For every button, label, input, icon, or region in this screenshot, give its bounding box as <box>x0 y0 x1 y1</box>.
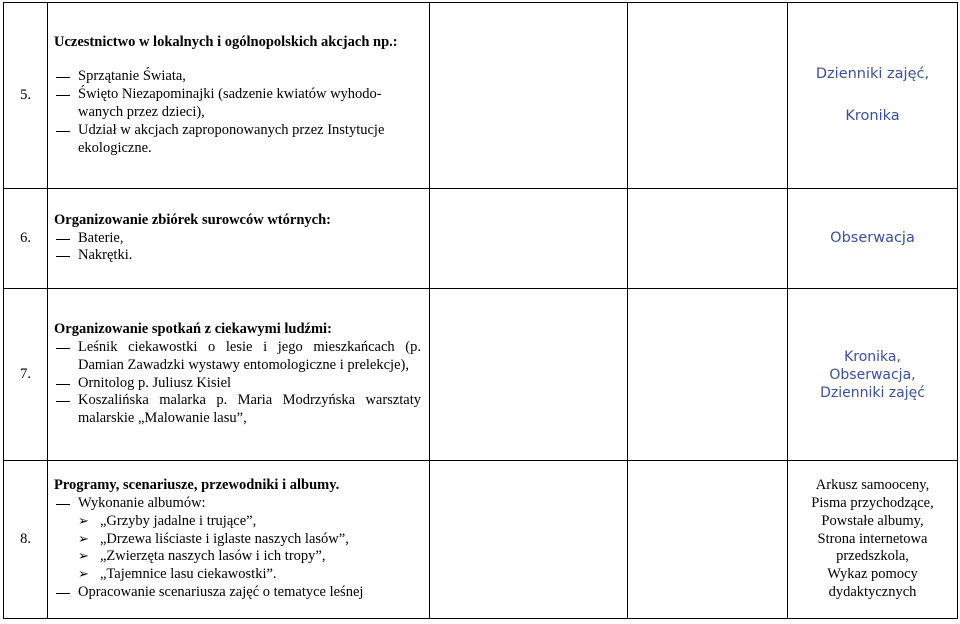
empty-cell <box>628 3 788 189</box>
row-number: 7. <box>4 289 48 461</box>
task-cell <box>48 289 430 461</box>
source-item: Powstałe albumy, <box>821 512 924 529</box>
list-item: Nakrętki. <box>54 247 421 265</box>
task-title: Programy, scenariusze, przewodniki i albumy. <box>54 477 340 494</box>
task-title: Organizowanie zbiórek surowców wtórnych: <box>54 211 331 228</box>
source-item: Pisma przychodzące, <box>811 495 934 511</box>
sub-list-item: ➢ „Drzewa liściaste i iglaste naszych lasów”, <box>54 531 421 549</box>
sub-list-item: ➢ „Zwierzęta naszych lasów i ich tropy”, <box>54 548 421 566</box>
sources-cell <box>788 3 958 189</box>
task-cell <box>48 461 430 619</box>
empty-cell <box>430 289 628 461</box>
task-title: Uczestnictwo w lokalnych i ogólnopolskich akcjach np.: <box>54 33 398 50</box>
task-cell <box>48 3 430 189</box>
task-title: Organizowanie spotkań z ciekawymi ludźmi: <box>54 321 332 338</box>
list-item: Święto Niezapominajki (sadzenie kwiatów wyhodo-wanych przez dzieci), <box>54 86 421 122</box>
empty-cell <box>628 461 788 619</box>
list-item: Wykonanie albumów: <box>54 495 421 513</box>
plan-table <box>3 2 958 619</box>
source-item: Kronika, <box>844 348 901 365</box>
empty-cell <box>628 289 788 461</box>
empty-cell <box>430 3 628 189</box>
table-row-8 <box>4 461 958 619</box>
list-item: Koszalińska malarka p. Maria Modrzyńska warsztaty malarskie „Malowanie lasu”, <box>54 392 421 428</box>
table-row-5 <box>4 3 958 189</box>
sub-list-item: ➢ „Grzyby jadalne i trujące”, <box>54 513 421 531</box>
task-cell <box>48 189 430 289</box>
list-item: Opracowanie scenariusza zajęć o tematyce leśnej <box>54 584 421 602</box>
source-item: Dzienniki zajęć, <box>815 65 930 82</box>
source-item: Arkusz samooceny, <box>815 477 930 494</box>
row-number: 8. <box>4 461 48 619</box>
source-item: Strona internetowa przedszkola, <box>817 530 928 565</box>
source-item: Obserwacja, <box>829 366 916 383</box>
source-item: Wykaz pomocy dydaktycznych <box>827 566 918 600</box>
table-row-7 <box>4 289 958 461</box>
sources-cell <box>788 289 958 461</box>
list-item: Ornitolog p. Juliusz Kisiel <box>54 375 421 393</box>
list-item: Baterie, <box>54 230 421 248</box>
source-item: Obserwacja <box>830 229 915 246</box>
list-item: Udział w akcjach zaproponowanych przez Instytucje ekologiczne. <box>54 122 421 158</box>
empty-cell <box>430 461 628 619</box>
list-item: Leśnik ciekawostki o lesie i jego mieszkańcach (p. Damian Zawadzki wystawy entomologiczne i prelekcje), <box>54 339 421 375</box>
empty-cell <box>430 189 628 289</box>
list-item: Sprzątanie Świata, <box>54 68 421 86</box>
sources-cell <box>788 189 958 289</box>
row-number: 5. <box>4 3 48 189</box>
table-row-6 <box>4 189 958 289</box>
source-item: Dzienniki zajęć <box>820 384 925 401</box>
sources-cell <box>788 461 958 619</box>
row-number: 6. <box>4 189 48 289</box>
empty-cell <box>628 189 788 289</box>
sub-list-item: ➢ „Tajemnice lasu ciekawostki”. <box>54 566 421 584</box>
source-item: Kronika <box>845 107 900 124</box>
